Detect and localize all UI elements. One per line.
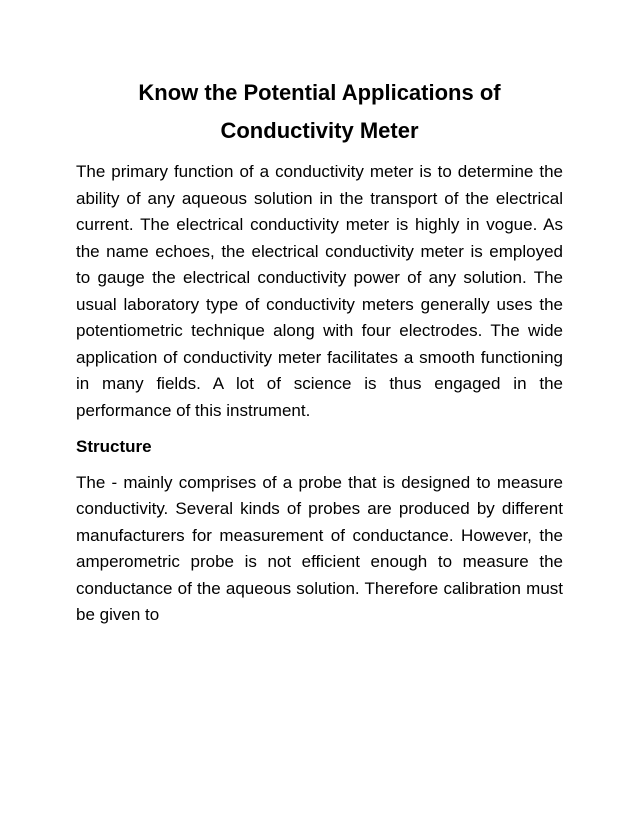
title-line-2: Conductivity Meter <box>220 118 419 143</box>
document-page <box>76 74 563 629</box>
title-line-1: Know the Potential Applications of <box>138 80 501 105</box>
intro-paragraph: The primary function of a conductivity meter is to determine the ability of any aqueous solution in the transport of the electrical current. The electrical conductivity meter is highly in vogue. As the name echoes, the electrical conductivity meter is employed to gauge the electrical conductivity power of any solution. The usual laboratory type of conductivity meters generally uses the potentiometric technique along with four electrodes. The wide application of conductivity meter facilitates a smooth functioning in many fields. A lot of science is thus engaged in the performance of this instrument. <box>76 162 563 420</box>
section-heading: Structure <box>76 437 152 456</box>
structure-paragraph: The - mainly comprises of a probe that is designed to measure conductivity. Several kinds of probes are produced by different manufacturers for measurement of conductance. However, the amperometric probe is not efficient enough to measure the conductance of the aqueous solution. Therefore calibration must be given to <box>76 472 563 624</box>
document-title <box>76 74 563 150</box>
